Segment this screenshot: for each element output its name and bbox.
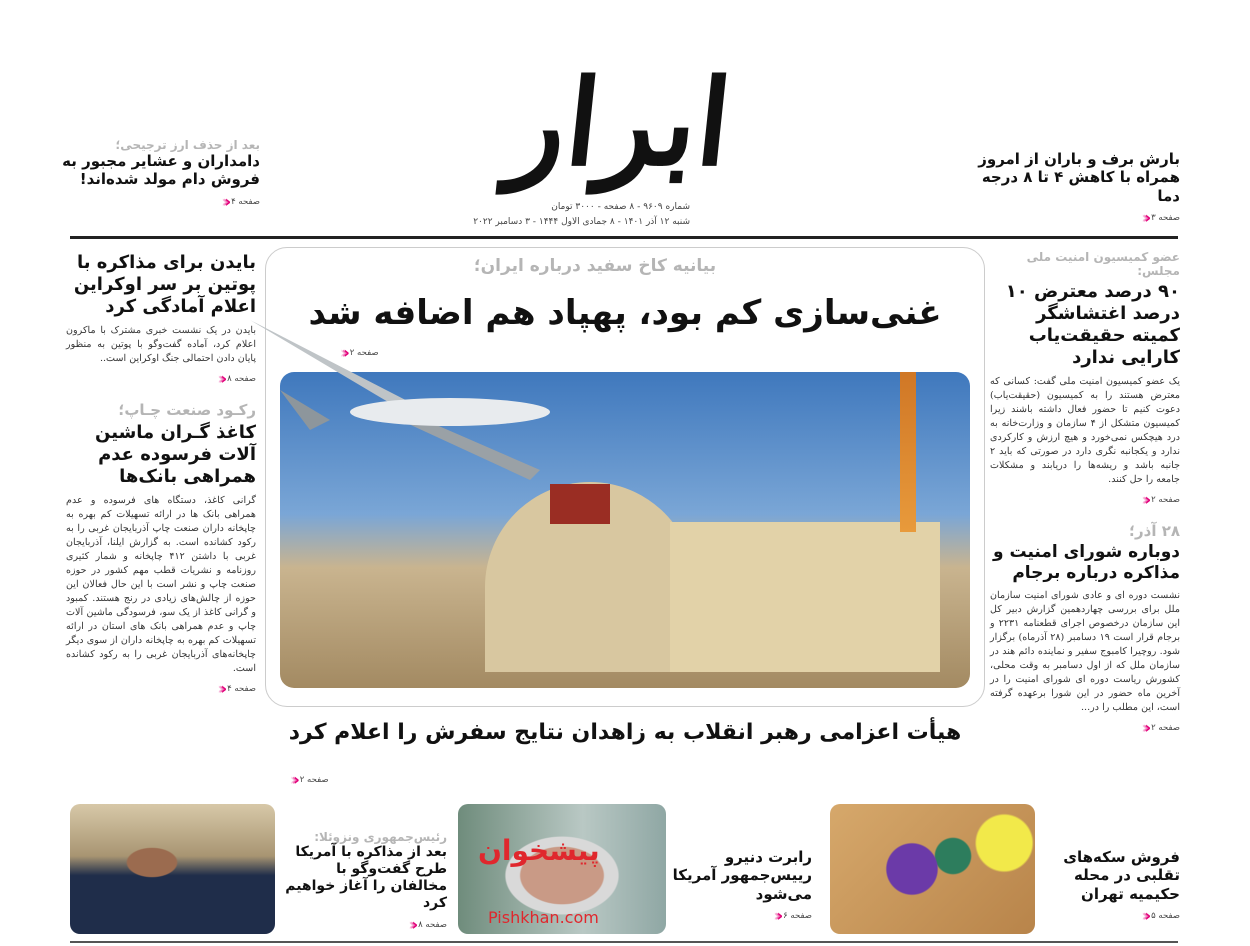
chevrons-icon: ‹‹‹ — [773, 905, 779, 925]
building — [670, 522, 940, 672]
left-story-2[interactable] — [66, 401, 256, 697]
body-text: بایدن در یک نشست خبری مشترک با ماکرون اعلام کرد، آماده گفت‌وگو با پوتین به منظور پایان دادن احتمالی جنگ اوکراین است.. — [66, 324, 256, 364]
chevrons-icon: ‹‹‹ — [217, 368, 223, 388]
masthead-logo: ابرار — [502, 53, 738, 192]
watermark-logo: پیشخوان — [478, 834, 600, 867]
chevrons-icon: ‹‹‹ — [408, 915, 414, 935]
page-ref[interactable] — [960, 207, 1180, 227]
watermark-url: Pishkhan.com — [488, 908, 599, 927]
chevrons-icon: ››› — [290, 770, 295, 789]
headline: رابرت دنیرو رییس‌جمهور آمریکا می‌شود — [672, 848, 812, 903]
kicker: رکـود صنعت چـاپ؛ — [118, 400, 256, 419]
headline: دوباره شورای امنیت و مذاکره درباره برجام — [993, 541, 1180, 583]
kicker: بعد از حذف ارز ترجیحی؛ — [115, 138, 260, 152]
page-label: صفحه ۴ — [231, 196, 260, 207]
lead-kicker: بیانیه کاخ سفید درباره ایران؛ — [473, 256, 717, 276]
date-line: شنبه ۱۲ آذر ۱۴۰۱ - ۸ جمادی الاول ۱۴۴۴ - ۳ دسامبر ۲۰۲۲ — [473, 217, 690, 227]
drone-graphic — [250, 320, 560, 490]
page-label: صفحه ۲ — [1151, 723, 1180, 734]
chevrons-icon: ‹‹‹ — [221, 191, 227, 211]
lead-headline[interactable]: غنی‌سازی کم بود، پهپاد هم اضافه شد — [308, 293, 942, 333]
headline: بعد از مذاکره با آمریکا طرح گفت‌وگو با مخالفان را آغاز خواهیم کرد — [285, 844, 447, 912]
chimney — [900, 372, 916, 532]
body-text: نشست دوره ای و عادی شورای امنیت سازمان ملل برای بررسی چهاردهمین گزارش دبیر کل این سازمان درخصوص اجرای قطعنامه ۲۲۳۱ و برجام قرار است ۱۹ دسامبر (۲۸ آذرماه) برگزار شود. روچیرا کامبوج سفیر و نماینده دائم هند در سازمان ملل که از اول دسامبر به وقت محلی، کشورش ریاست دوره ای شورای امنیت را در آخرین ماه حضور در این شورا برعهده گرفته است، این مطلب را در... — [990, 590, 1180, 714]
page-label: صفحه ۳ — [1151, 212, 1180, 223]
page-label: صفحه ۲ — [299, 775, 329, 785]
headline: کاغذ گـران ماشین آلات فرسوده عدم همراهی بانک‌ها — [95, 421, 256, 487]
page-label: صفحه ۴ — [227, 683, 256, 694]
chevrons-icon: ‹‹‹ — [1141, 905, 1147, 925]
page-ref[interactable] — [66, 678, 256, 698]
bottom-divider — [70, 941, 1178, 943]
second-headline[interactable]: هیأت اعزامی رهبر انقلاب به زاهدان نتایج سفرش را اعلام کرد — [288, 720, 962, 745]
page-label: صفحه ۸ — [418, 920, 447, 931]
chevrons-icon: ‹‹‹ — [217, 678, 223, 698]
maduro-photo — [70, 804, 275, 934]
kicker: رئیس‌جمهوری ونزوئلا: — [314, 830, 447, 844]
bottom-story-venezuela[interactable] — [282, 830, 447, 933]
top-divider — [70, 236, 1178, 239]
page-label: صفحه ۸ — [227, 373, 256, 384]
page-ref[interactable] — [60, 191, 260, 211]
chevrons-icon: ‹‹‹ — [1141, 718, 1147, 738]
second-page-ref[interactable] — [290, 772, 370, 788]
page-label: صفحه ۲ — [1151, 494, 1180, 505]
page-ref[interactable] — [282, 917, 447, 933]
coins-photo — [830, 804, 1035, 934]
page-ref[interactable] — [990, 720, 1180, 736]
bottom-story-deniro[interactable] — [672, 848, 812, 924]
kicker: ۲۸ آذر؛ — [1128, 521, 1180, 540]
right-story-2[interactable] — [990, 522, 1180, 736]
right-story-1[interactable] — [990, 250, 1180, 508]
right-column — [990, 250, 1180, 736]
top-left-story[interactable] — [60, 138, 260, 210]
page-label: صفحه ۵ — [1151, 910, 1180, 921]
top-right-story[interactable] — [960, 150, 1180, 226]
deniro-photo — [458, 804, 666, 934]
chevrons-icon: ‹‹‹ — [1141, 207, 1147, 227]
page-ref[interactable] — [1040, 905, 1180, 925]
bottom-story-coins[interactable] — [1040, 848, 1180, 924]
body-text: یک عضو کمیسیون امنیت ملی گفت: کسانی که معترض هستند را به کمیسیون (حقیقت‌یاب) دعوت کنیم تا حضور فعال داشته باشند زیرا کمیسیون متشکل از ۴ سازمان و وزارت‌خانه به درد هیچکس نمی‌خورد و هیچ ارزش و کارکردی ندارد و یکجانبه نگری دارد در صورتی که باید ۲ جانبه باشد و ریشه‌ها را دریابند و مشکلات جامعه را حل کنند. — [990, 375, 1180, 485]
page-label: صفحه ۶ — [783, 910, 812, 921]
page-ref[interactable] — [672, 905, 812, 925]
headline: بارش برف و باران از امروز همراه با کاهش ۴ تا ۸ درجه دما — [978, 150, 1180, 205]
headline: بایدن برای مذاکره با پوتین بر سر اوکراین اعلام آمادگی کرد — [73, 252, 256, 317]
headline: فروش سکه‌های تقلبی در محله حکیمیه تهران — [1063, 848, 1180, 903]
chevrons-icon: ‹‹‹ — [1141, 489, 1147, 509]
body-text: گرانی کاغذ، دستگاه های فرسوده و عدم همراهی بانک ها در ارائه تسهیلات کم بهره به چاپخانه داران صنعت چاپ آذربایجان غربی را به رکود کشانده است. به گزارش ایلنا، آذربایجان غربی با داشتن ۴۱۲ چاپخانه و شمار کثیری روزنامه و نشریات قطب مهم کشور در حوزه صنعت چاپ و نشر است با این حال فعالان این حوزه از چالش‌های زیادی در رنج هستند. کمبود و گرانی کاغذ از یک سو، فرسودگی ماشین آلات چاپ و عدم همراهی بانک های استان در ارائه تسهیلات کم بهره به چاپخانه داران از سوی دیگر چاپخانه‌های آذربایجان غربی را به رکود کشانده است. — [66, 494, 256, 674]
page-ref[interactable] — [66, 368, 256, 388]
headline: ۹۰ درصد معترض ۱۰ درصد اغتشاشگر کمیته حقیقت‌یاب کارایی ندارد — [1005, 281, 1180, 368]
left-column — [66, 252, 256, 697]
issue-line: شماره ۹۶۰۹ - ۸ صفحه - ۳۰۰۰ تومان — [551, 202, 690, 212]
page-label: صفحه ۲ — [349, 348, 379, 358]
headline: دامداران و عشایر مجبور به فروش دام مولد شده‌اند! — [62, 152, 260, 189]
page-ref[interactable] — [990, 489, 1180, 509]
chevrons-icon: ››› — [340, 343, 345, 362]
kicker: عضو کمیسیون امنیت ملی مجلس: — [1026, 250, 1180, 278]
left-story-1[interactable] — [66, 252, 256, 387]
